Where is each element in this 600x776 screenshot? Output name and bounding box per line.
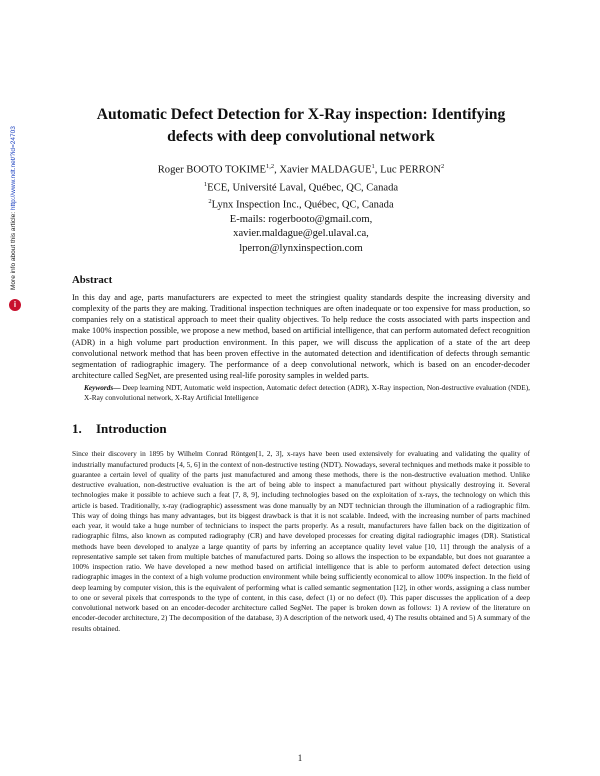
- keywords-text: Deep learning NDT, Automatic weld inspection, Automatic defect detection (ADR), X-Ray inspection, Non-destructive evaluation (NDE), X-Ray convolutional network, X-Ray Artificial Intelligence: [84, 383, 530, 403]
- section-number: 1.: [72, 421, 82, 437]
- email-line: [72, 213, 530, 227]
- email-line: [72, 242, 530, 256]
- section-heading-introduction: [72, 421, 530, 437]
- introduction-text: Since their discovery in 1895 by Wilhelm Conrad Röntgen[1, 2, 3], x-rays have been used extensively for evaluating and validating the quality of industrially manufactured products [4, 5, 6] in the context of non-destructive testing (NDT). Nowadays, several techniques and methods make it possible to guarantee a certain level of quality of the parts just manufactured and among these methods, there is the non-destructive evaluation method. Unlike destructive evaluation, non-destructive evaluation is the art of being able to inspect a manufactured part without physically destroying it. Several technologies make it possible to achieve such a feat [7, 8, 9], including technologies based on the exploitation of x-rays, the technology on which this article is based. Traditionally, x-ray (radiographic) assessment was done manually by an NDT technician through the illumination of a radiographic film. This way of doing things has many advantages, but its biggest drawback is that it is not scalable. Indeed, with the increasing number of parts machined each year, it would take a huge number of technicians to inspect the parts properly. As a result, manufacturers have fallen back on the digitization of radiographic films, also known as computed radiography (CR) and have developed processes for creating digital radiographic images (DR). Statistical methods have been developed to analyze a large quantity of parts by inferring an acceptance quality level value [10, 11] through the analysis of a representative sample set taken from multiple batches of manufactured parts. Doing so allows the inspection to be expandable, but does not guarantee a 100% inspection ratio. We have developed a new method based on artificial intelligence that is able to perform automated defect detection using radiographic images in the context of a high volume production environment while being sufficiently economical to allow 100% inspection. In the field of deep learning by computer vision, this is the equivalent of performing what is called semantic segmentation [12], in other words, assigning a class number to one or several pixels that corresponds to the type of content, in this case, defect (1) or no defect (0). This paper discusses the application of a deep convolutional network based on an encoder-decoder architecture called SegNet. The paper is broken down as follows: 1) A review of the literature on encoder-decoder architecture, 2) The decomposition of the database, 3) A description of the network used, 4) The results obtained and 5) A summary of the results obtained.: [72, 449, 530, 633]
- page-number: 1: [297, 753, 303, 763]
- paper-title: Automatic Defect Detection for X-Ray inspection: Identifying defects with deep convolutional network: [96, 106, 506, 145]
- email-address[interactable]: xavier.maldague@gel.ulaval.ca,: [233, 228, 369, 240]
- section-title: Introduction: [96, 421, 167, 437]
- author-line: Roger BOOTO TOKIME$^{1,2}$, Xavier MALDAGUE$^1$, Luc PERRON$^2$: [157, 163, 445, 176]
- author-name: Xavier MALDAGUE: [279, 164, 372, 176]
- author-name: Roger BOOTO TOKIME: [157, 164, 267, 176]
- sidebar-article-info: [6, 96, 26, 311]
- author-affiliation-mark: 2: [441, 163, 445, 170]
- affiliation-text: Lynx Inspection Inc., Québec, QC, Canada: [211, 200, 394, 211]
- email-line: [72, 227, 530, 241]
- email-address[interactable]: rogerbooto@gmail.com,: [268, 214, 373, 226]
- affiliation-text: ECE, Université Laval, Québec, QC, Canada: [207, 182, 399, 194]
- author-name: Luc PERRON: [380, 164, 442, 176]
- author-block: [72, 160, 530, 256]
- info-icon[interactable]: i: [9, 299, 21, 311]
- author-affiliation-mark: 1,2: [266, 163, 275, 170]
- abstract-text: In this day and age, parts manufacturers are expected to meet the stringiest quality standards despite the increasing diversity and complexity of the parts they are making. Traditional inspection techniques are often inadequate or too expensive for mass production, so companies rely on a statistical approach to meet their quality objectives. To help reduce the costs associated with parts inspection and make 100% inspection possible, we propose a new method, based on artificial intelligence, that can perform automated defect recognition (ADR) in a high volume part production environment. In this paper, we will discuss the application of a state of the art deep convolutional network method that has been proven effective in the automated detection and identification of defects through semantic segmentation of radiographic imagery. The performance of a deep convolutional network, which is based on an encoder-decoder architecture called SegNet, are presented using real-life porosity samples in welded parts.: [72, 292, 530, 381]
- affiliation-line: [72, 195, 530, 213]
- affiliation-line: [72, 178, 530, 196]
- keywords-label: Keywords—: [84, 383, 121, 393]
- affiliation-mark: 2: [208, 198, 212, 206]
- author-affiliation-mark: 1: [371, 163, 375, 170]
- email-label: E-mails:: [229, 214, 269, 226]
- abstract-heading: Abstract: [72, 273, 113, 286]
- email-address[interactable]: lperron@lynxinspection.com: [239, 242, 363, 254]
- article-info-prefix: More info about this article:: [10, 210, 17, 290]
- article-info-text: [10, 100, 24, 290]
- article-info-link[interactable]: http://www.ndt.net/?id=24703: [10, 126, 17, 211]
- keywords: [72, 383, 530, 403]
- paper-page: [72, 104, 530, 634]
- affiliation-mark: 1: [203, 180, 208, 188]
